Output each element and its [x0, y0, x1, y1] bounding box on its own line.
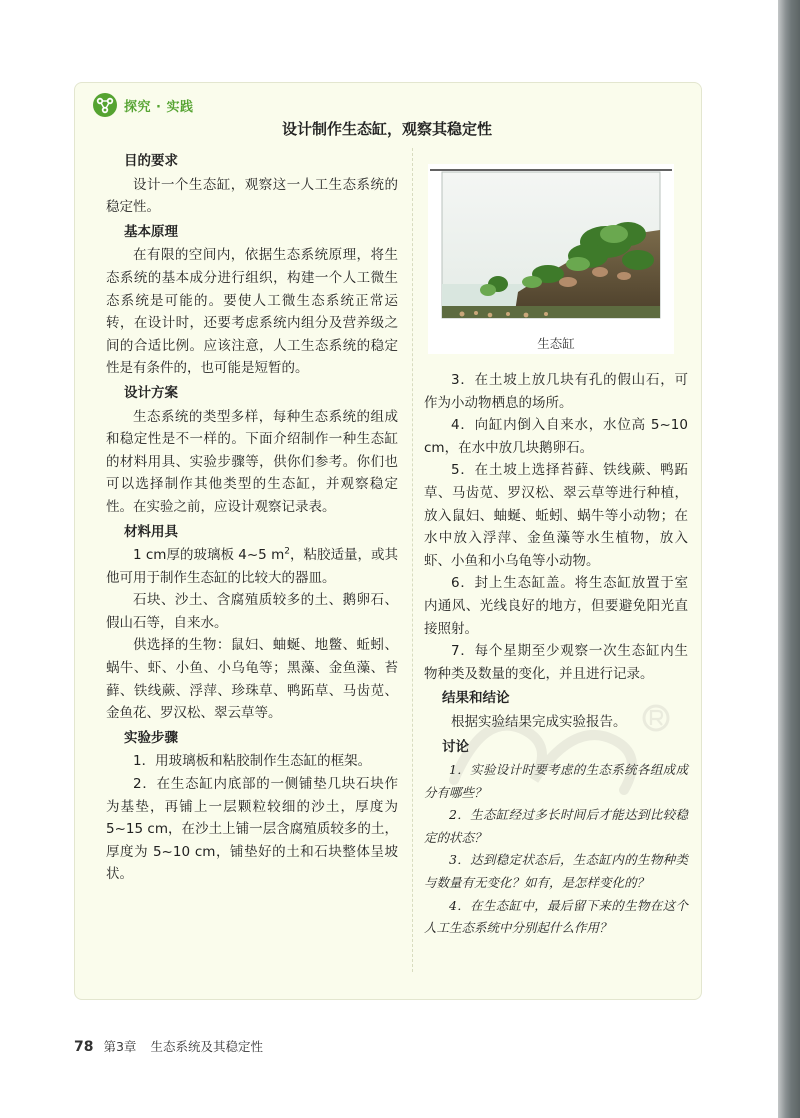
- materials-glass-text: 1 cm厚的玻璃板 4~5 m: [133, 547, 285, 564]
- plan-paragraph: 生态系统的类型多样，每种生态系统的组成和稳定性是不一样的。下面介绍制作一种生态缸的材料用具、实验步骤等，供你们参考。你们也可以选择制作其他类型的生态缸，并观察稳定性。在实验之前，应设计观察记录表。: [106, 408, 398, 515]
- step-item: 5．在土坡上选择苔藓、铁线蕨、鸭跖草、马齿苋、罗汉松、翠云草等进行种植，放入鼠妇、蚰蜒、蚯蚓、蜗牛等小动物；在水中放入浮萍、金鱼藻等水生植物，放入虾、小鱼和小乌龟等小动物。: [424, 462, 688, 569]
- results-heading: 结果和结论: [442, 690, 510, 707]
- discussion-item: 4．在生态缸中，最后留下来的生物在这个人工生态系统中分别起什么作用？: [424, 897, 688, 936]
- page-footer: [74, 1037, 263, 1057]
- step-item: 1．用玻璃板和粘胶制作生态缸的框架。: [133, 753, 372, 770]
- column-divider: [412, 148, 413, 972]
- plan-heading: 设计方案: [124, 384, 178, 401]
- discussion-item: 1．实验设计时要考虑的生态系统各组成成分有哪些？: [424, 762, 688, 800]
- activity-tag: [92, 92, 194, 118]
- principle-heading: 基本原理: [124, 223, 178, 240]
- step-item: 6．封上生态缸盖。将生态缸放置于室内通风、光线良好的地方，但要避免阳光直接照射。: [424, 575, 688, 637]
- materials-paragraph-3: 供选择的生物：鼠妇、蚰蜒、地鳖、蚯蚓、蜗牛、虾、小鱼、小乌龟等；黑藻、金鱼藻、苔藓、铁线蕨、浮萍、珍珠草、鸭跖草、马齿苋、金鱼花、罗汉松、翠云草等。: [106, 637, 398, 722]
- purpose-heading: 目的要求: [124, 153, 178, 169]
- page-edge-strip: [778, 0, 800, 1118]
- step-item: 3．在土坡上放几块有孔的假山石，可作为小动物栖息的场所。: [424, 372, 688, 411]
- chapter-label: 第3章: [103, 1039, 137, 1054]
- purpose-paragraph: 设计一个生态缸，观察这一人工生态系统的稳定性。: [106, 176, 398, 216]
- eco-tank-photo: [428, 164, 674, 354]
- chapter-title: 生态系统及其稳定性: [150, 1039, 263, 1054]
- figure-caption: 生态缸: [537, 336, 575, 351]
- step-item: 7．每个星期至少观察一次生态缸内生物种类及数量的变化，并且进行记录。: [424, 643, 688, 682]
- materials-glue-text: ，粘胶适量，或其他可用于制作生态缸的比较大的器皿。: [106, 547, 398, 586]
- materials-heading: 材料用具: [124, 523, 178, 540]
- discussion-item: 2．生态缸经过多长时间后才能达到比较稳定的状态？: [424, 807, 688, 845]
- step-item: 2．在生态缸内底部的一侧铺垫几块石块作为基垫，再铺上一层颗粒较细的沙土，厚度为 5~15 cm，在沙土上铺一层含腐殖质较多的土，厚度为 5~10 cm，铺垫好的土和石块整体呈坡状。: [106, 776, 398, 883]
- materials-paragraph-1: [106, 544, 398, 589]
- step-item: 4．向缸内倒入自来水，水位高 5~10 cm，在水中放几块鹅卵石。: [424, 417, 688, 456]
- page-title: 设计制作生态缸，观察其稳定性: [281, 120, 492, 138]
- right-column: [424, 369, 688, 940]
- left-column: [106, 148, 398, 886]
- steps-heading: 实验步骤: [124, 729, 178, 746]
- discussion-heading: 讨论: [442, 738, 469, 755]
- materials-paragraph-2: 石块、沙土、含腐殖质较多的土、鹅卵石、假山石等，自来水。: [106, 592, 398, 631]
- materials-unit-exponent: 2: [284, 546, 290, 557]
- results-paragraph: 根据实验结果完成实验报告。: [451, 713, 627, 730]
- activity-tag-label: 探究 · 实践: [124, 99, 194, 115]
- page-number: 78: [74, 1039, 94, 1055]
- publisher-watermark-icon: [424, 690, 684, 810]
- flask-network-icon: [92, 92, 118, 118]
- principle-paragraph: 在有限的空间内，依据生态系统原理，将生态系统的基本成分进行组织，构建一个人工微生态系统是可能的。要使人工微生态系统正常运转，在设计时，还要考虑系统内组分及营养级之间的合适比例。应该注意，人工生态系统的稳定性是有条件的，也可能是短暂的。: [106, 247, 398, 377]
- discussion-item: 3．达到稳定状态后，生态缸内的生物种类与数量有无变化？如有，是怎样变化的？: [424, 852, 688, 891]
